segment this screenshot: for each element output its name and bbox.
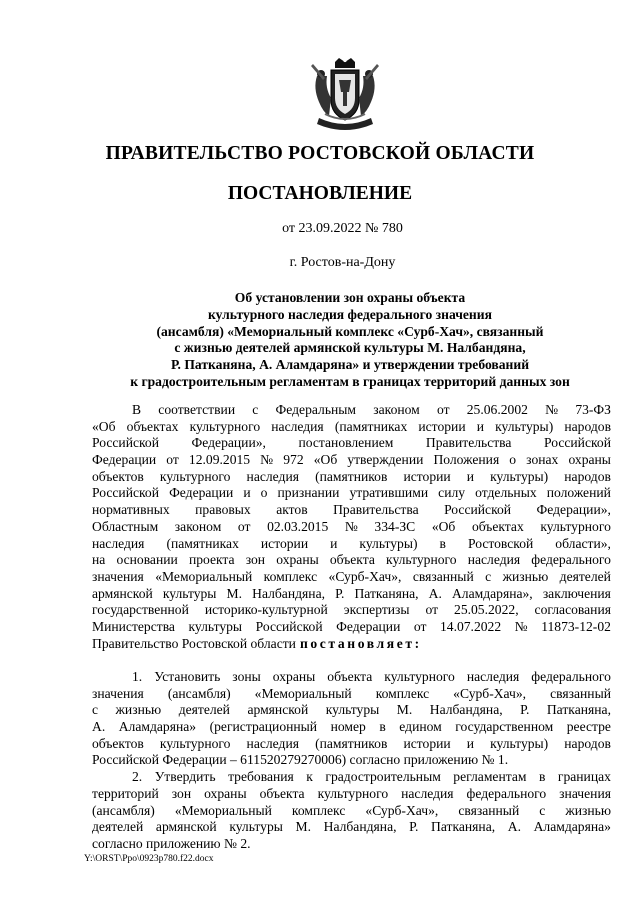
word: Налбандяна, [429, 702, 503, 718]
word: культурного [317, 785, 389, 801]
word: постановлением [298, 435, 394, 451]
text-line [92, 586, 611, 603]
word: объекта [259, 785, 305, 801]
word: охраны [204, 785, 247, 801]
item-1-paragraph [92, 669, 611, 752]
word: народов [564, 735, 611, 751]
word: с [92, 702, 99, 718]
word: М. [396, 702, 413, 718]
word: Аламдаряна», [451, 585, 533, 601]
word: от [413, 618, 427, 634]
item-2-last-line [92, 836, 611, 853]
word: жизнью [115, 702, 162, 718]
word: (памятниках [334, 418, 408, 434]
word: «Об [92, 418, 116, 434]
word: от [436, 402, 450, 417]
word: связанный [550, 685, 611, 701]
word: культурного [540, 518, 611, 534]
word: регламентам [453, 769, 527, 785]
word: охраны [276, 552, 319, 568]
text-line [92, 669, 611, 686]
word: культуры [162, 585, 217, 601]
text-line [92, 686, 611, 703]
word: жизнью [502, 568, 549, 584]
item-2-paragraph [92, 769, 611, 836]
word: основании [116, 552, 178, 568]
text-line [92, 402, 611, 419]
word: наследия [271, 418, 324, 434]
word: актов [276, 502, 308, 518]
word: 972 [283, 452, 304, 468]
word: культурного [159, 735, 231, 751]
word: правовых [195, 502, 251, 518]
word: деятелей [92, 819, 144, 835]
word: М. [295, 819, 312, 835]
word: согласования [534, 602, 611, 618]
word: культуры) [490, 468, 549, 484]
organization-title: ПРАВИТЕЛЬСТВО РОСТОВСКОЙ ОБЛАСТИ [105, 143, 535, 164]
word: народов [564, 468, 611, 484]
word: Федерации [336, 618, 401, 634]
word: проекта [188, 552, 235, 568]
word: (памятников [315, 468, 388, 484]
text-line [92, 452, 611, 469]
file-path-footer: Y:\ORST\Ppo\0923p780.f22.docx [84, 854, 214, 864]
preamble-last-line [92, 636, 611, 653]
word: едином [399, 719, 442, 735]
word: Положения [433, 452, 500, 468]
document-type: ПОСТАНОВЛЕНИЕ [227, 183, 413, 204]
word: Аламдаряна» [118, 719, 197, 735]
word: (ансамбля) [167, 685, 231, 701]
word: требования [228, 769, 294, 785]
word: № [514, 618, 528, 634]
word: объектов [92, 735, 144, 751]
subject-line: к градостроительным регламентам в границах территорий данных зон [130, 373, 570, 389]
word: народов [564, 418, 611, 434]
word: 11873-12-02 [541, 618, 611, 634]
word: 02.03.2015 [267, 518, 329, 534]
word: А. [428, 585, 442, 601]
word: «Мемориальный [254, 685, 352, 701]
word: 25.06.2002 [466, 402, 528, 417]
word: Р. [409, 819, 419, 835]
word: комплекс [375, 685, 430, 701]
word: Установить [154, 669, 221, 684]
word: Областным [92, 518, 159, 534]
word: объектах [471, 518, 524, 534]
word: Аламдаряна» [533, 819, 611, 835]
word: культуры) [495, 418, 554, 434]
subject-line: культурного наследия федерального значения [208, 306, 492, 322]
word: деятелей [178, 702, 230, 718]
text-line [92, 469, 611, 486]
word: армянской [247, 702, 309, 718]
text-line [92, 419, 611, 436]
document-body [92, 402, 611, 853]
word: 12.09.2015 [188, 452, 251, 468]
text-line [92, 552, 611, 569]
word: наследия [246, 468, 299, 484]
word: значения [92, 685, 144, 701]
text-line [92, 569, 611, 586]
word: Налбандяна, [252, 585, 325, 601]
text-line [92, 519, 611, 536]
word: государственной [92, 602, 189, 618]
word: истории [418, 418, 466, 434]
text-line [92, 536, 611, 553]
word: культурного [386, 552, 457, 568]
word: наследия [92, 535, 145, 551]
word: зон [171, 785, 192, 801]
word: от [166, 452, 179, 468]
word: на [92, 552, 106, 568]
word: Правительства [333, 502, 419, 518]
word: связанный [458, 802, 520, 818]
word: А. [92, 719, 106, 735]
word: и [476, 418, 484, 434]
word: «Сурб-Хач», [365, 802, 439, 818]
word: к [306, 769, 313, 785]
word: «Об [431, 518, 456, 534]
word: положений [546, 485, 611, 501]
word: от [425, 602, 439, 618]
word: жизнью [565, 802, 611, 818]
word: законом [174, 518, 222, 534]
word: утратившими [349, 485, 429, 501]
word: Патканяна, [431, 819, 496, 835]
word: территорий [92, 785, 159, 801]
word: Федерации [169, 485, 234, 501]
word: Федерации [92, 452, 157, 468]
word: (регистрационный [209, 719, 318, 735]
word: Ростовской [467, 535, 534, 551]
word: «Сурб-Хач», [453, 685, 527, 701]
word: в [379, 719, 386, 735]
word: нормативных [92, 502, 170, 518]
text-line [92, 736, 611, 753]
word: культуры [325, 702, 380, 718]
word: в [538, 769, 546, 785]
document-date-number: от 23.09.2022 № 780 [282, 221, 403, 236]
document-city: г. Ростов-на-Дону [289, 255, 396, 270]
word: и [243, 485, 251, 501]
word: связанный [412, 568, 474, 584]
word: комплекс [291, 802, 346, 818]
word: наследия [401, 785, 454, 801]
word: (ансамбля) [92, 802, 155, 818]
word: (памятников [315, 735, 388, 751]
word: культурного [159, 468, 231, 484]
word: федерального [531, 552, 611, 568]
text-line [92, 719, 611, 736]
word: охраны [272, 669, 316, 684]
subject-line: Р. Патканяна, А. Аламдаряна» и утверждении требований [170, 357, 530, 373]
word: отдельных [475, 485, 537, 501]
word: зонах [526, 452, 559, 468]
word: Утвердить [154, 769, 216, 785]
word: федерального [531, 669, 611, 684]
word: «Мемориальный [155, 568, 253, 584]
word: армянской [92, 585, 153, 601]
text-line [92, 786, 611, 803]
word: «Об [313, 452, 338, 468]
word: комплекс [263, 568, 318, 584]
word: объекта [327, 669, 373, 684]
coat-of-arms-icon [311, 58, 379, 134]
word: № [260, 452, 274, 468]
word: Правительства [425, 435, 512, 451]
word: и [466, 468, 475, 484]
text-line [92, 819, 611, 836]
word: значения [559, 785, 611, 801]
preamble-paragraph [92, 402, 611, 636]
word: Федеральным [275, 402, 357, 417]
word: 73-ФЗ [575, 402, 611, 417]
word: экспертизы [343, 602, 410, 618]
subject-line: (ансамбля) «Мемориальный комплекс «Сурб-Хач», связанный [156, 323, 544, 339]
word: Налбандяна, [323, 819, 397, 835]
word: от [237, 518, 251, 534]
word: культурного [189, 418, 261, 434]
word: зоны [232, 669, 261, 684]
text-line [92, 619, 611, 636]
word: культуры [188, 618, 243, 634]
decree-word: постановляет: [299, 635, 422, 651]
word: объекта [329, 552, 375, 568]
word: о [260, 485, 268, 501]
word: объектах [126, 418, 179, 434]
word: охраны [568, 452, 611, 468]
word: наследия [246, 735, 299, 751]
word: значения [92, 568, 144, 584]
text-line [92, 702, 611, 719]
text-line [92, 485, 611, 502]
word: и [466, 735, 475, 751]
word: истории [260, 535, 309, 551]
word: силу [438, 485, 466, 501]
word: и [330, 535, 338, 551]
word: градостроительным [325, 769, 441, 785]
word: Патканяна, [546, 702, 611, 718]
word: номер [330, 719, 366, 735]
word: № [545, 402, 559, 417]
subject-line: с жизнью деятелей армянской культуры М. Налбандяна, [174, 340, 526, 356]
text-line [92, 602, 611, 619]
word: с [252, 402, 259, 417]
word: признании [277, 485, 340, 501]
word: Р. [520, 702, 530, 718]
word: утверждении [347, 452, 424, 468]
word: № [344, 518, 358, 534]
word: объектов [92, 468, 144, 484]
word: Российской [543, 435, 611, 451]
word: Патканяна, [354, 585, 419, 601]
word: 14.07.2022 [439, 618, 502, 634]
word: (памятниках [166, 535, 239, 551]
word: деятелей [559, 568, 611, 584]
word: о [509, 452, 517, 468]
text-line [92, 435, 611, 452]
preamble-last-text: Правительство Ростовской области [92, 635, 296, 651]
word: наследия [467, 552, 521, 568]
word: Р. [335, 585, 345, 601]
text-line [92, 769, 611, 786]
word: М. [226, 585, 243, 601]
item-1-last-line [92, 752, 611, 769]
word: Российской [92, 435, 159, 451]
word: с [539, 802, 546, 818]
word: Федерации», [536, 502, 611, 518]
word: Российской [444, 502, 512, 518]
word: соответствии [158, 402, 236, 417]
word: культуры) [359, 535, 418, 551]
word: «Сурб-Хач», [328, 568, 402, 584]
word: культуры [229, 819, 283, 835]
word: области», [555, 535, 611, 551]
subject-line: Об установлении зон охраны объекта [234, 290, 466, 305]
word: историко-культурной [204, 602, 328, 618]
text-line [92, 502, 611, 519]
word: Российской [92, 485, 159, 501]
word: наследия [466, 669, 520, 684]
word: с [485, 568, 492, 584]
word: заключения [542, 585, 611, 601]
word: культуры) [490, 735, 549, 751]
word: 2. [132, 769, 143, 785]
word: зон [245, 552, 266, 568]
word: Федерации», [191, 435, 266, 451]
word: Министерства [92, 618, 175, 634]
word: В [132, 402, 142, 417]
word: армянской [155, 819, 217, 835]
word: государственном [455, 719, 554, 735]
word: истории [403, 735, 451, 751]
word: 25.05.2022, [454, 602, 519, 618]
word: реестре [566, 719, 611, 735]
word: 334-ЗС [374, 518, 416, 534]
word: культурного [384, 669, 455, 684]
word: федерального [466, 785, 547, 801]
item-2-last-text: согласно приложению № 2. [92, 835, 251, 851]
word: 1. [132, 669, 143, 684]
text-line [92, 803, 611, 820]
word: законом [373, 402, 420, 417]
item-1-last-text: Российской Федерации – 611520279270006) согласно приложению № 1. [92, 752, 509, 768]
word: Российской [255, 618, 323, 634]
word: границах [557, 769, 611, 785]
word: «Мемориальный [174, 802, 272, 818]
document-subject [80, 290, 620, 391]
word: в [439, 535, 446, 551]
word: А. [507, 819, 521, 835]
word: истории [403, 468, 451, 484]
